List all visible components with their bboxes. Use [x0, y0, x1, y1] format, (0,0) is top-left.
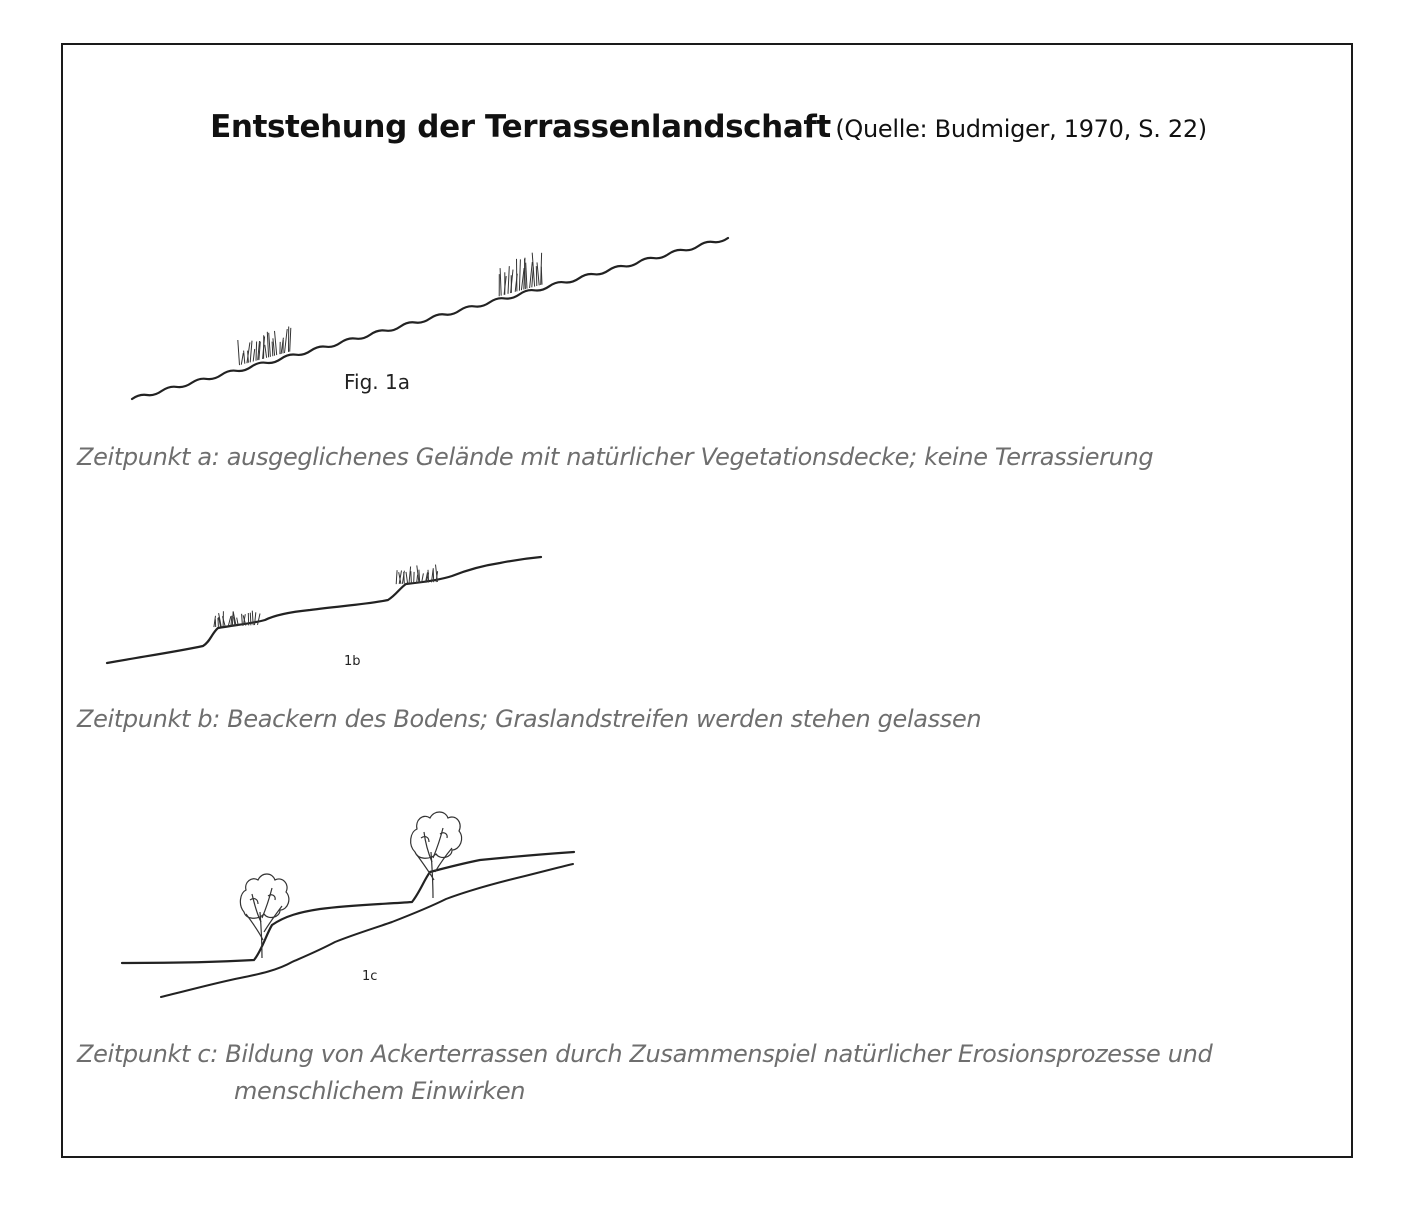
figure-1a-label: Fig. 1a	[344, 370, 410, 394]
caption-a-text: Zeitpunkt a: ausgeglichenes Gelände mit natürlicher Vegetationsdecke; keine Terrassierung	[77, 443, 1154, 471]
terrace-surface-1c	[122, 852, 574, 963]
bush-left-1c	[240, 874, 289, 958]
title-main: Entstehung der Terrassenlandschaft	[210, 109, 831, 145]
caption-c-continuation: menschlichem Einwirken	[234, 1077, 526, 1105]
title-source: (Quelle: Budmiger, 1970, S. 22)	[835, 115, 1207, 143]
caption-b-text: Zeitpunkt b: Beackern des Bodens; Graslandstreifen werden stehen gelassen	[77, 705, 982, 733]
bush-right-1c	[411, 812, 462, 898]
figure-1b-label: 1b	[344, 654, 361, 669]
figure-1c-label: 1c	[362, 969, 378, 984]
caption-c-text: Zeitpunkt c: Bildung von Ackerterrassen durch Zusammenspiel natürlicher Erosionsprozesse und	[77, 1040, 1213, 1068]
caption-c	[77, 1036, 1212, 1110]
